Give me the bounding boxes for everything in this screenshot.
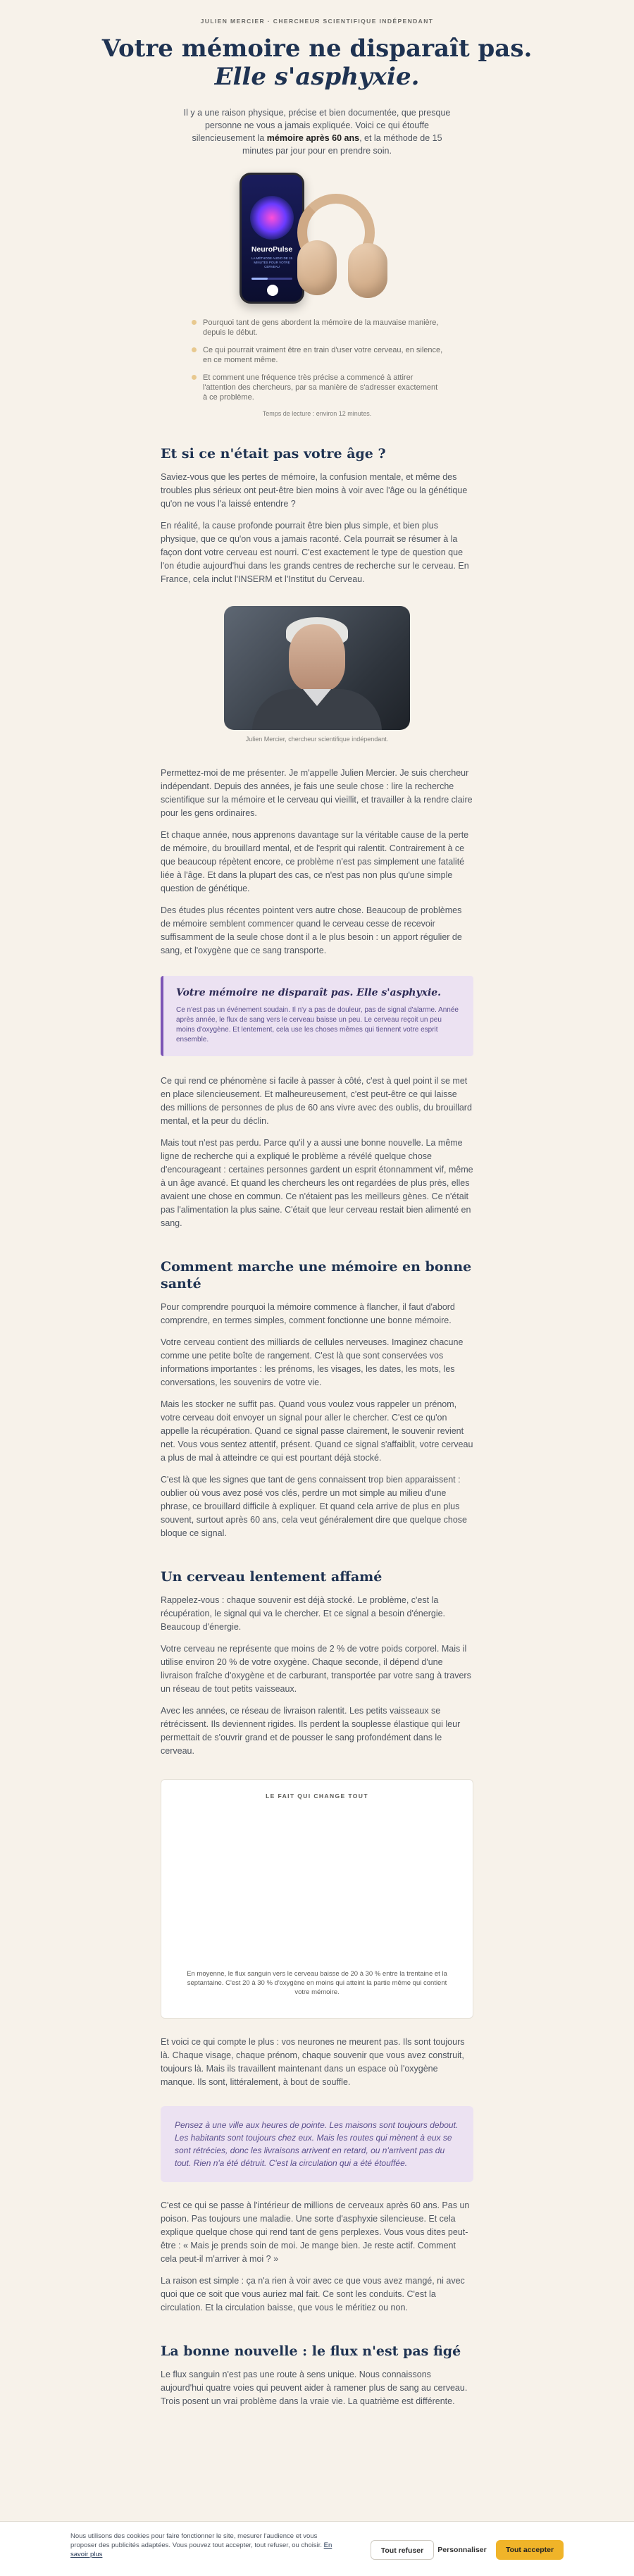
page-title (0, 35, 634, 91)
callout-box (161, 976, 473, 1056)
paragraph: Des études plus récentes pointent vers autre chose. Beaucoup de problèmes de mémoire semblent commencer quand le cerveau cesse de recevoir suffisamment de la seule chose dont il a le plus besoin : un apport régulier de sang, et l'oxygène que ce sang transporte. (161, 905, 462, 955)
author-eyebrow: JULIEN MERCIER · CHERCHEUR SCIENTIFIQUE INDÉPENDANT (200, 18, 434, 25)
accept-all-button[interactable]: Tout accepter (496, 2540, 564, 2560)
ear-cup-left (297, 240, 337, 295)
paragraph: C'est là que les signes que tant de gens connaissent trop bien apparaissent : oublier où vous avez posé vos clés, perdre un mot simple au milieu d'une phrase, ce brouillard difficile à expliquer. Et quand cela arrive de plus en plus souvent, surtout après 60 ans, cela veut généralement dire que quelque chose bloque ce signal. (161, 1475, 468, 1538)
article-body (161, 445, 473, 2408)
fact-box-caption: En moyenne, le flux sanguin vers le cerveau baisse de 20 à 30 % entre la trentaine et la septantaine. C'est 20 à 30 % d'oxygène en moins qui atteint la partie même qui contient votre mémoire. (187, 1970, 447, 1996)
fact-box-title: LE FAIT QUI CHANGE TOUT (266, 1792, 368, 1800)
paragraph: Mais tout n'est pas perdu. Parce qu'il y a aussi une bonne nouvelle. La même ligne de recherche qui a expliqué le problème a révélé quelque chose d'encourageant : certaines personnes gardent un esprit étonnamment vif, même à un âge avancé. Et quand les chercheurs les ont regardées de plus près, elles avaient une chose en commun. Ce n'étaient pas les meilleurs gènes. Ce n'était pas l'alimentation la plus saine. C'était que leur cerveau restait bien alimenté en sang. (161, 1138, 473, 1228)
paragraph: En réalité, la cause profonde pourrait être bien plus simple, et bien plus physique, que ce qu'on vous a jamais raconté. Cela pourrait se résumer à la façon dont votre cerveau est nourri. C'est exactement le type de question que l'on étudie aujourd'hui dans les grands centres de recherche sur le cerveau. En France, cela inclut l'INSERM et l'Institut du Cerveau. (161, 521, 469, 584)
intro-paragraph (176, 106, 458, 157)
paragraph: Avec les années, ce réseau de livraison ralentit. Les petits vaisseaux se rétrécissent. Ils deviennent rigides. Ils perdent la souplesse élastique qui leur permettait de s'ouvrir grand et de pousser le sang profondément dans le cerveau. (161, 1706, 461, 1756)
paragraph: Et voici ce qui compte le plus : vos neurones ne meurent pas. Ils sont toujours là. Chaque visage, chaque prénom, chaque souvenir que vous avez construit, toujours là. Mais ils travaillent maintenant dans un espace où l'oxygène manque. Ils sont, littéralement, à bout de souffle. (161, 2037, 465, 2087)
product-image (240, 173, 394, 306)
ear-cup-right (348, 243, 387, 298)
paragraph: Mais les stocker ne suffit pas. Quand vous voulez vous rappeler un prénom, votre cerveau doit envoyer un signal pour aller le chercher. C'est ce qu'on appelle la récupération. Quand ce signal passe clairement, le souvenir revient net. Vous vous sentez attentif, présent. Quand ce signal s'affaiblit, votre cerveau a plus de mal à atteindre ce qui est pourtant déjà stocké. (161, 1399, 473, 1463)
paragraph: Permettez-moi de me présenter. Je m'appelle Julien Mercier. Je suis chercheur indépendant. Depuis des années, je fais une seule chose : lire la recherche scientifique sur la mémoire et le cerveau qui vieillit, et travailler à la rendre claire pour les gens ordinaires. (161, 768, 473, 818)
section-title: Comment marche une mémoire en bonne santé (161, 1259, 472, 1292)
product-subtitle: LA MÉTHODE AUDIO DE 15 MINUTES POUR VOTRE CERVEAU (251, 256, 293, 268)
list-item-text: Et comment une fréquence très précise a commencé à attirer l'attention des chercheurs, par sa manière de s'adresser exactement à ce problème. (203, 373, 438, 402)
list-item (190, 345, 444, 365)
bullet-icon (192, 347, 197, 352)
paragraph: Votre cerveau ne représente que moins de 2 % de votre poids corporel. Mais il utilise environ 20 % de votre oxygène. Chaque seconde, il dépend d'une livraison fraîche d'oxygène et de carburant, transportée par votre sang à travers un réseau de tout petits vaisseaux. (161, 1644, 471, 1694)
paragraph: Ce qui rend ce phénomène si facile à passer à côté, c'est à quel point il se met en place silencieusement. Et malheureusement, c'est peut-être ce qui laisse des millions de personnes de plus de 60 ans vivre avec des oublis, du brouillard mental, et la peur du déclin. (161, 1076, 472, 1126)
cookie-message: Nous utilisons des cookies pour faire fonctionner le site, mesurer l'audience et vous proposer des publicités adaptées. Vous pouvez tout accepter, tout refuser, ou choisir. (70, 2532, 324, 2549)
cookie-banner (0, 2521, 634, 2576)
section-title: Et si ce n'était pas votre âge ? (161, 446, 386, 462)
portrait-caption: Julien Mercier, chercheur scientifique indépendant. (245, 736, 389, 743)
list-item (190, 318, 444, 338)
list-item-text: Ce qui pourrait vraiment être en train d'user votre cerveau, en silence, en ce moment même. (203, 346, 443, 364)
paragraph: Et chaque année, nous apprenons davantage sur la véritable cause de la perte de mémoire, du brouillard mental, et de l'esprit qui ralentit. Contrairement à ce que beaucoup répètent encore, ce problème n'est pas simplement une fatalité liée à l'âge. Et dans la plupart des cas, ce n'est pas non plus qu'une simple question de génétique. (161, 830, 469, 893)
checklist (190, 318, 444, 402)
product-brand: NeuroPulse (251, 245, 293, 254)
paragraph: Rappelez-vous : chaque souvenir est déjà stocké. Le problème, c'est la récupération, le signal qui va le chercher. Et ce signal a besoin d'énergie. Beaucoup d'énergie. (161, 1595, 446, 1632)
reading-time: Temps de lecture : environ 12 minutes. (262, 410, 372, 417)
quote-box: Pensez à une ville aux heures de pointe. Les maisons sont toujours debout. Les habitants sont toujours chez eux. Mais les routes qui mènent à eux se sont rétrécies, donc les livraisons arrivent en retard, ou n'arrivent pas du tout. Rien n'a été détruit. C'est la circulation qui a été étouffée. (161, 2106, 473, 2182)
bullet-icon (192, 320, 197, 325)
intro-bold: mémoire après 60 ans (266, 133, 360, 143)
refuse-all-button[interactable]: Tout refuser (371, 2540, 434, 2560)
callout-title: Votre mémoire ne disparaît pas. Elle s'asphyxie. (176, 987, 442, 998)
intro-text-a: Il y a une raison physique, précise et bien documentée, que presque personne ne vous a jamais expliquée. Voici ce qui étouffe silencieusement la (183, 108, 451, 143)
paragraph: Pour comprendre pourquoi la mémoire commence à flancher, il faut d'abord comprendre, en termes simples, comment fonctionne une bonne mémoire. (161, 1302, 455, 1325)
intro-text-c: , et la méthode de 15 minutes par jour pour en prendre soin. (242, 133, 442, 156)
headphones-icon (283, 194, 389, 299)
section-title: Un cerveau lentement affamé (161, 1569, 383, 1585)
paragraph: C'est ce qui se passe à l'intérieur de millions de cerveaux après 60 ans. Pas un poison. Pas toujours une maladie. Une sorte d'asphyxie silencieuse. Et cela explique quelque chose qui rend tant de gens perplexes. Vous vous dites peut-être : « Mais je prends soin de moi. Je mange bien. Je reste actif. Comment cela peut-il m'arriver à moi ? » (161, 2200, 470, 2264)
customize-button[interactable]: Personnaliser (437, 2546, 487, 2554)
author-portrait (224, 606, 410, 730)
title-line-1: Votre mémoire ne disparaît pas. (101, 35, 533, 63)
learn-more-link[interactable]: En savoir plus (70, 2541, 332, 2558)
paragraph: La raison est simple : ça n'a rien à voir avec ce que vous avez mangé, ni avec quoi que ce soit que vous auriez mal fait. Ce sont les conduits. C'est la circulation. Et la circulation baisse, que vous le méritiez ou non. (161, 2276, 465, 2312)
portrait-head (289, 624, 345, 692)
list-item-text: Pourquoi tant de gens abordent la mémoire de la mauvaise manière, depuis le début. (203, 318, 439, 337)
callout-body: Ce n'est pas un événement soudain. Il n'y a pas de douleur, pas de signal d'alarme. Année après année, le flux de sang vers le cerveau baisse un peu. Le cerveau reçoit un peu moins d'oxygène. Et lentement, cela use les choses mêmes qui tiennent votre esprit ensemble. (176, 1006, 459, 1044)
fact-box (161, 1779, 473, 2019)
title-line-2: Elle s'asphyxie. (214, 63, 420, 91)
paragraph: Votre cerveau contient des milliards de cellules nerveuses. Imaginez chacune comme une petite boîte de rangement. C'est là que sont conservées vos informations importantes : les prénoms, les visages, les dates, les mots, les conversations, les souvenirs de votre vie. (161, 1337, 464, 1387)
section-title: La bonne nouvelle : le flux n'est pas figé (161, 2343, 461, 2359)
list-item (190, 373, 444, 402)
bullet-icon (192, 375, 197, 380)
cookie-text (70, 2532, 338, 2559)
paragraph: Le flux sanguin n'est pas une route à sens unique. Nous connaissons aujourd'hui quatre voies qui peuvent aider à ramener plus de sang au cerveau. Trois posent un vrai problème dans la vraie vie. La quatrième est différente. (161, 2370, 468, 2406)
paragraph: Saviez-vous que les pertes de mémoire, la confusion mentale, et même des troubles plus sérieux ont peut-être bien moins à voir avec l'âge ou la génétique qu'on ne vous l'a laissé entendre ? (161, 472, 468, 509)
play-icon (267, 285, 278, 296)
